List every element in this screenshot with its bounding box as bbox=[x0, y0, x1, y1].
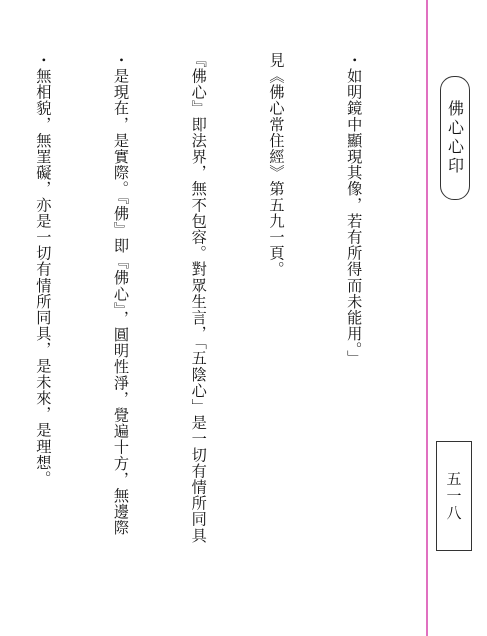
running-title: 佛心心印 bbox=[445, 100, 465, 176]
page-number: 五一八 bbox=[444, 470, 463, 522]
text-column: ・無相貌，無罣礙，亦是一切有情所同具，是未來，是理想。 bbox=[34, 52, 53, 487]
text-column: 見《佛心常住經》第五九一頁。 bbox=[267, 52, 286, 278]
text-column: ・是現在，是實際。『佛』即『佛心』，圓明性淨，覺遍十方，無邊際 bbox=[112, 52, 131, 536]
text-column: 『佛心』即法界，無不包容。對眾生言，「五陰心」是一切有情所同具 bbox=[189, 52, 208, 544]
page-number-box bbox=[436, 441, 472, 551]
margin-border bbox=[426, 0, 428, 636]
running-title-box bbox=[440, 76, 470, 200]
body-text bbox=[4, 52, 418, 628]
text-column: ・如明鏡中顯現其像，若有所得而未能用。」 bbox=[345, 52, 364, 367]
